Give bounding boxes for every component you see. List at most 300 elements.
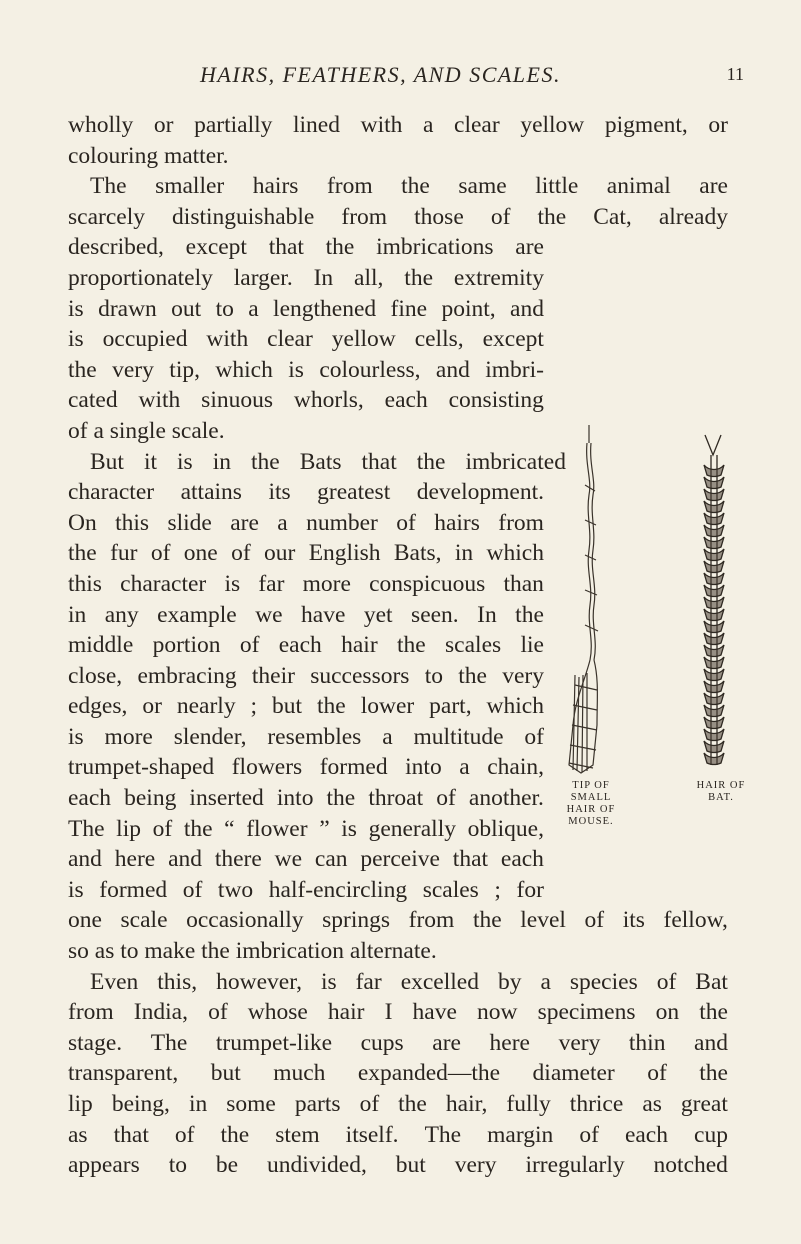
word: scales (445, 632, 502, 659)
running-title: HAIRS, FEATHERS, AND SCALES. (200, 62, 561, 87)
word: the (458, 662, 487, 689)
word: those (414, 203, 464, 230)
word: yellow (520, 112, 585, 138)
word: is (68, 295, 84, 322)
mouse-hair-drawing (569, 425, 598, 773)
hair-illustration (545, 425, 765, 775)
word: partially (194, 112, 273, 138)
bat-hair-caption: HAIR OF BAT. (696, 780, 746, 803)
word: Bat (695, 968, 728, 995)
bat-hair-scales (704, 465, 724, 765)
word: its (268, 479, 291, 506)
text-line (68, 385, 544, 416)
bat-hair-scale (704, 693, 724, 705)
word: cup (694, 1121, 728, 1148)
word: hair, (445, 1091, 488, 1117)
word: slender, (173, 723, 247, 750)
text-line (68, 294, 544, 325)
word: for (516, 876, 544, 903)
text-line (68, 477, 544, 508)
word: fine (390, 295, 428, 322)
word: their (251, 662, 295, 689)
word: is (224, 570, 241, 597)
bat-hair-scale (704, 573, 724, 585)
word: whorls, (293, 387, 364, 414)
word: is (320, 968, 337, 995)
word: distinguishable (172, 203, 315, 230)
word: the (416, 448, 446, 475)
word: ; (494, 876, 501, 903)
bat-hair-scale (704, 537, 724, 549)
word: from (68, 999, 114, 1026)
word: lined (293, 112, 340, 138)
word: the (699, 999, 728, 1026)
word: Even (90, 968, 139, 995)
word: irregularly (525, 1152, 625, 1179)
word: part, (429, 693, 472, 720)
word: very (558, 1029, 601, 1056)
bat-hair-scale (704, 609, 724, 621)
word: trumpet-shaped (68, 754, 215, 781)
word: of (174, 1121, 195, 1148)
word: the (251, 448, 280, 475)
word: specimens (537, 999, 636, 1026)
word: lower (360, 693, 415, 720)
word: the (317, 693, 346, 720)
word: far (355, 968, 382, 995)
word: is (68, 723, 84, 750)
word: margin (487, 1121, 554, 1148)
word: fur (110, 540, 138, 567)
bat-hair-scale (704, 741, 724, 753)
word: into (276, 785, 314, 812)
word: the (220, 1121, 250, 1148)
bat-hair-scale (704, 717, 724, 729)
word: expanded—the (357, 1060, 501, 1087)
word: and (510, 295, 544, 322)
word: but (210, 1060, 241, 1087)
word: trumpet-like (215, 1029, 333, 1056)
word: flower (246, 815, 308, 842)
word: described, (68, 234, 164, 261)
text-line (68, 232, 544, 263)
page-number: 11 (726, 64, 744, 84)
word: fellow, (663, 907, 728, 934)
word: formed (319, 754, 388, 781)
word: this (115, 509, 150, 536)
word: now (477, 999, 518, 1026)
word: lip (68, 1091, 93, 1117)
word: development. (416, 479, 544, 506)
text-line (68, 355, 544, 386)
word: extremity (453, 264, 544, 291)
word: much (273, 1060, 326, 1087)
word: lie (520, 632, 544, 659)
word: wholly (68, 112, 134, 138)
word: of (584, 907, 605, 934)
text-line (68, 844, 544, 875)
word: this, (157, 968, 198, 995)
word: out (171, 295, 202, 322)
word: level (520, 907, 566, 934)
word: very (502, 662, 544, 689)
word: diameter (532, 1060, 615, 1087)
word: In (477, 601, 497, 628)
text-line (68, 997, 728, 1028)
word: which (486, 540, 544, 567)
word: we (274, 846, 303, 873)
word: its (622, 907, 645, 934)
word: that (113, 1121, 149, 1148)
word: occasionally (186, 907, 304, 934)
word: embracing (137, 662, 237, 689)
word: smaller (155, 173, 225, 200)
word: multitude (413, 723, 504, 750)
word: with (138, 387, 181, 414)
word: except (482, 326, 544, 353)
word: in (188, 1091, 208, 1117)
word: close, (68, 662, 123, 689)
word: a (540, 968, 551, 995)
word: attains (180, 479, 242, 506)
word: the (401, 173, 430, 200)
word: a (459, 754, 470, 781)
word: and (168, 846, 202, 873)
word: have (301, 601, 346, 628)
word: example (157, 601, 237, 628)
word: from (498, 509, 544, 536)
word: of (208, 999, 228, 1026)
word: very (112, 356, 154, 383)
word: tip, (169, 356, 200, 383)
text-line (68, 1089, 728, 1120)
word: but (395, 1152, 426, 1179)
word: is (68, 326, 84, 353)
bat-hair-scale (704, 549, 724, 561)
text-line (68, 1028, 728, 1059)
word: a (248, 295, 259, 322)
bat-hair-scale (704, 585, 724, 597)
word: the (183, 815, 213, 842)
word: I (384, 999, 393, 1026)
word: all, (354, 264, 384, 291)
word: seen. (411, 601, 459, 628)
bat-hair-scale (704, 729, 724, 741)
word: oblique, (467, 815, 544, 842)
word: colourless, (319, 356, 421, 383)
bat-hair-scale (704, 645, 724, 657)
word: from (341, 203, 388, 230)
word: however, (216, 968, 302, 995)
word: Bats, (393, 540, 442, 567)
word: the (515, 601, 544, 628)
word: drawn (98, 295, 157, 322)
word: inserted (189, 785, 264, 812)
word: to (168, 1152, 187, 1179)
word: a (277, 509, 288, 536)
word: nearly (176, 693, 236, 720)
word: be (215, 1152, 239, 1179)
word: fully (506, 1091, 551, 1117)
word: throat (368, 785, 424, 812)
mouse-hair-caption: TIP OF SMALL HAIR OF MOUSE. (566, 780, 616, 827)
word: a (382, 723, 393, 750)
word: the (472, 907, 502, 934)
word: of (524, 723, 544, 750)
bat-hair-scale (704, 705, 724, 717)
word: which (486, 693, 544, 720)
word: hairs (252, 173, 299, 200)
word: of (579, 1121, 599, 1148)
word: are (230, 509, 259, 536)
word: ” (319, 815, 330, 842)
word: the (396, 632, 426, 659)
figure (545, 425, 765, 827)
word: far (258, 570, 285, 597)
word: very (454, 1152, 497, 1179)
word: the (68, 356, 97, 383)
word: the (537, 203, 567, 230)
bat-hair-scale (704, 597, 724, 609)
word: hair (341, 632, 378, 659)
word: of (647, 1060, 667, 1087)
word: being (124, 785, 177, 812)
text-line (68, 905, 728, 936)
word: Bats (299, 448, 342, 475)
word: into (405, 754, 442, 781)
word: already (658, 203, 728, 230)
text-line (68, 814, 544, 845)
word: notched (653, 1152, 728, 1179)
word: this (68, 570, 102, 597)
word: stage. (68, 1029, 123, 1056)
bat-hair-scale (704, 633, 724, 645)
word: and (694, 1029, 728, 1056)
word: portion (152, 632, 221, 659)
word: of (231, 540, 251, 567)
word: with (360, 112, 403, 138)
word: point, (441, 295, 496, 322)
word: yet (363, 601, 393, 628)
word: are (432, 1029, 461, 1056)
word: each (68, 785, 112, 812)
word: there (214, 846, 262, 873)
word: that (361, 448, 397, 475)
word: hairs (434, 509, 480, 536)
word: consisting (448, 387, 544, 414)
word: cups (360, 1029, 404, 1056)
bat-hair-scale (704, 621, 724, 633)
word: or (153, 112, 174, 138)
word: character (68, 479, 155, 506)
word: occupied (102, 326, 188, 353)
word: lengthened (273, 295, 377, 322)
word: except (185, 234, 247, 261)
word: clear (267, 326, 313, 353)
word: and (435, 356, 470, 383)
word: excelled (400, 968, 479, 995)
word: “ (224, 815, 235, 842)
word: greatest (317, 479, 391, 506)
word: of (239, 632, 260, 659)
word: sinuous (201, 387, 273, 414)
text-line (68, 447, 566, 478)
word: In (313, 264, 334, 291)
word: than (503, 570, 544, 597)
word: and (68, 846, 102, 873)
word: each (624, 1121, 668, 1148)
word: appears (68, 1152, 140, 1179)
word: The (68, 815, 105, 842)
word: but (272, 693, 303, 720)
word: slide (167, 509, 212, 536)
word: have (412, 999, 457, 1026)
word: to (215, 295, 234, 322)
word: formed (99, 876, 168, 903)
word: imbrications (376, 234, 494, 261)
text-line: so as to make the imbrication alternate. (68, 938, 437, 965)
word: successors (310, 662, 410, 689)
word: whose (247, 999, 308, 1026)
word: here (114, 846, 156, 873)
word: half-encircling (268, 876, 408, 903)
page-header (0, 62, 801, 92)
word: two (217, 876, 254, 903)
word: of (359, 1091, 380, 1117)
bat-hair-scale (704, 477, 724, 489)
bat-hair-scale (704, 525, 724, 537)
word: in (454, 540, 474, 567)
text-line (68, 508, 544, 539)
word: are (515, 234, 544, 261)
word: lip (116, 815, 141, 842)
word: ; (250, 693, 258, 720)
bat-hair-scale (704, 753, 724, 765)
word: animal (606, 173, 671, 200)
word: can (314, 846, 348, 873)
word: English (308, 540, 381, 567)
word: being, (111, 1091, 170, 1117)
bat-hair-drawing (704, 435, 724, 765)
word: in (68, 601, 87, 628)
text-line (68, 324, 544, 355)
word: flowers (231, 754, 303, 781)
word: each (500, 846, 544, 873)
text-line (68, 752, 544, 783)
word: of (490, 203, 511, 230)
text-line (68, 110, 728, 141)
word: perceive (360, 846, 440, 873)
word: character (120, 570, 207, 597)
word: of (396, 509, 416, 536)
text-line (68, 783, 544, 814)
word: same (458, 173, 507, 200)
text-line (68, 1150, 728, 1181)
word: more (104, 723, 153, 750)
word: here (489, 1029, 530, 1056)
word: yellow (331, 326, 396, 353)
word: generally (368, 815, 456, 842)
word: itself. (345, 1121, 399, 1148)
word: it (143, 448, 158, 475)
bat-hair-scale (704, 657, 724, 669)
word: is (288, 356, 304, 383)
word: the (398, 1091, 427, 1117)
word: the (325, 234, 355, 261)
word: proportionately (68, 264, 213, 291)
bat-hair-scale (704, 681, 724, 693)
word: springs (322, 907, 391, 934)
word: The (150, 1029, 188, 1056)
text-line (68, 1058, 728, 1089)
word: from (326, 173, 373, 200)
word: stem (275, 1121, 320, 1148)
word: which (215, 356, 273, 383)
word: pigment, (604, 112, 688, 138)
text-line (68, 263, 544, 294)
word: as (68, 1121, 88, 1148)
word: each (384, 387, 428, 414)
text-line (68, 691, 544, 722)
word: that (452, 846, 489, 873)
bat-hair-scale (704, 501, 724, 513)
word: clear (454, 112, 500, 138)
word: cells, (414, 326, 464, 353)
word: scales (422, 876, 479, 903)
bat-hair-scale (704, 561, 724, 573)
word: we (255, 601, 283, 628)
word: the (699, 1060, 728, 1087)
word: The (90, 173, 127, 200)
text-line (68, 569, 544, 600)
word: transparent, (68, 1060, 179, 1087)
word: some (226, 1091, 276, 1117)
word: India, (133, 999, 188, 1026)
text-line (68, 630, 544, 661)
text-line (68, 967, 728, 998)
word: of (152, 815, 173, 842)
text-line (68, 600, 544, 631)
word: of (182, 876, 203, 903)
word: more (302, 570, 351, 597)
word: as (642, 1091, 662, 1117)
word: species (569, 968, 638, 995)
word: the (68, 540, 97, 567)
word: larger. (233, 264, 293, 291)
word: is (68, 876, 84, 903)
bat-hair-scale (704, 465, 724, 477)
word: cated (68, 387, 118, 414)
word: thrice (569, 1091, 624, 1117)
word: But (90, 448, 124, 475)
word: edges, (68, 693, 128, 720)
word: of (150, 540, 171, 567)
word: scale (120, 907, 168, 934)
word: the (326, 785, 356, 812)
word: or (142, 693, 162, 720)
word: another. (468, 785, 544, 812)
word: of (656, 968, 677, 995)
bat-hair-scale (704, 513, 724, 525)
word: a (423, 112, 434, 138)
word: in (212, 448, 231, 475)
bat-hair-scale (704, 489, 724, 501)
text-line (68, 171, 728, 202)
text-line (68, 202, 728, 233)
text-line (68, 538, 544, 569)
word: great (680, 1091, 728, 1117)
word: on (655, 999, 680, 1026)
